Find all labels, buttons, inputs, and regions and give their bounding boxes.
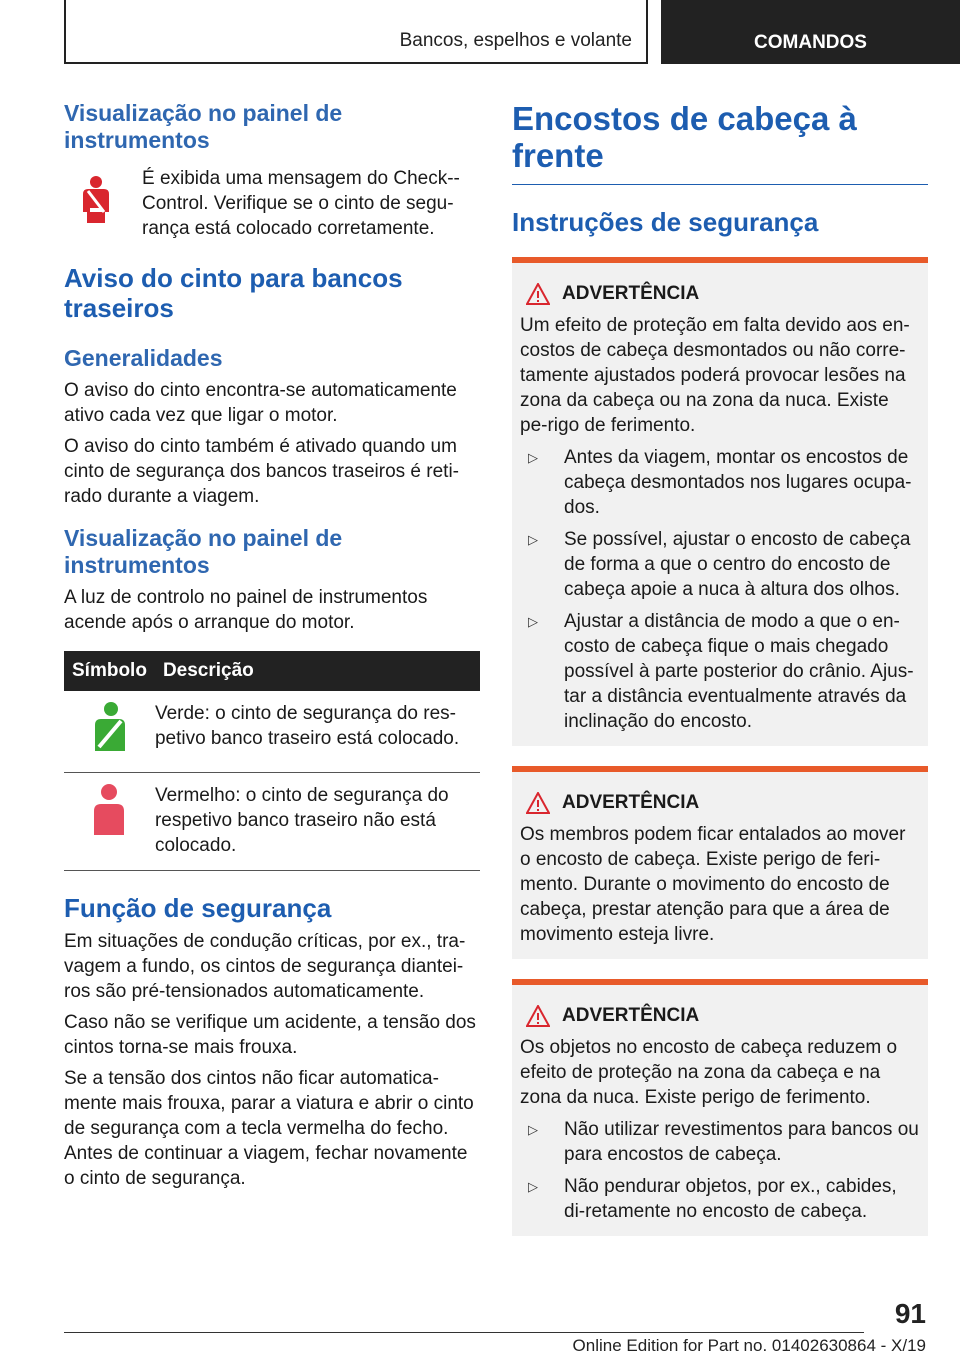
rear-seatbelt-heading: Aviso do cinto para bancos traseiros bbox=[64, 263, 403, 323]
display-heading: Visualização no painel de instrumentos bbox=[64, 525, 343, 578]
top-display-text: É exibida uma mensagem do Check--Control. Verifique se o cinto de segu-rança está colocado corretamente. bbox=[142, 168, 460, 239]
bullet-text: Antes da viagem, montar os encostos de cabeça desmontados nos lugares ocupa-dos. bbox=[564, 447, 912, 518]
table-header-description: Descrição bbox=[155, 651, 480, 691]
warning-title: ADVERTÊNCIA bbox=[562, 283, 700, 304]
warning-box bbox=[512, 766, 928, 959]
left-column bbox=[64, 100, 480, 1191]
header-section-box bbox=[64, 0, 648, 64]
list-item bbox=[520, 1117, 920, 1167]
symbol-table bbox=[64, 651, 480, 871]
top-display-heading: Visualização no painel de instrumentos bbox=[64, 100, 343, 153]
warning-title: ADVERTÊNCIA bbox=[562, 792, 700, 813]
header-chapter-tab: COMANDOS bbox=[661, 0, 960, 64]
bullet-triangle-icon: ▷ bbox=[528, 532, 538, 547]
table-row bbox=[64, 691, 480, 773]
safety-paragraph-1: Em situações de condução críticas, por ex., tra-vagem a fundo, os cintos de segurança diantei-ros são pré-tensionados automaticamente. bbox=[64, 931, 466, 1002]
header-section-title: Bancos, espelhos e volante bbox=[399, 30, 632, 51]
general-heading: Generalidades bbox=[64, 345, 223, 371]
safety-instructions-heading: Instruções de segurança bbox=[512, 207, 819, 237]
general-paragraph-1: O aviso do cinto encontra-se automaticamente ativo cada vez que ligar o motor. bbox=[64, 380, 457, 426]
warning-box bbox=[512, 979, 928, 1236]
list-item bbox=[520, 1174, 920, 1224]
list-item bbox=[520, 445, 920, 520]
seatbelt-warning-row bbox=[64, 166, 480, 241]
display-text: A luz de controlo no painel de instrumentos acende após o arranque do motor. bbox=[64, 587, 428, 633]
seatbelt-green-icon bbox=[89, 701, 129, 755]
warning-triangle-icon bbox=[526, 283, 550, 305]
table-row bbox=[64, 773, 480, 871]
seat-occupant-red-icon bbox=[89, 783, 129, 839]
table-desc-red: Vermelho: o cinto de segurança do respetivo banco traseiro não está colocado. bbox=[154, 785, 449, 856]
warning-text: Os objetos no encosto de cabeça reduzem o efeito de proteção na zona da cabeça e na zona da nuca. Existe perigo de ferimento. bbox=[520, 1037, 898, 1108]
safety-function-heading: Função de segurança bbox=[64, 893, 332, 923]
bullet-triangle-icon: ▷ bbox=[528, 614, 538, 629]
bullet-triangle-icon: ▷ bbox=[528, 1122, 538, 1137]
table-header-symbol: Símbolo bbox=[64, 651, 155, 691]
safety-paragraph-3: Se a tensão dos cintos não ficar automatica-mente mais frouxa, parar a viatura e abrir o cinto de segurança com a tecla vermelha do fecho. Antes de continuar a viagem, fechar novamente o cinto de segurança. bbox=[64, 1068, 474, 1189]
right-column bbox=[512, 100, 928, 1236]
seatbelt-warning-red-icon bbox=[78, 174, 114, 226]
list-item bbox=[520, 527, 920, 602]
footer-divider bbox=[64, 1332, 864, 1333]
warning-title: ADVERTÊNCIA bbox=[562, 1005, 700, 1026]
general-paragraph-2: O aviso do cinto também é ativado quando um cinto de segurança dos bancos traseiros é reti-rado durante a viagem. bbox=[64, 436, 459, 507]
bullet-triangle-icon: ▷ bbox=[528, 450, 538, 465]
bullet-text: Ajustar a distância de modo a que o en-costo de cabeça fique o mais chegado possível à parte posterior do crânio. Ajus-tar a distância eventualmente através da inclinação do encosto. bbox=[564, 611, 914, 732]
table-desc-green: Verde: o cinto de segurança do res-petivo banco traseiro está colocado. bbox=[154, 703, 460, 749]
bullet-text: Se possível, ajustar o encosto de cabeça de forma a que o centro do encosto de cabeça apoie a nuca à altura dos olhos. bbox=[564, 529, 911, 600]
bullet-text: Não pendurar objetos, por ex., cabides, di-retamente no encosto de cabeça. bbox=[564, 1176, 897, 1222]
warning-box bbox=[512, 257, 928, 746]
page-title: Encostos de cabeça à frente bbox=[512, 100, 857, 174]
list-item bbox=[520, 609, 920, 734]
bullet-triangle-icon: ▷ bbox=[528, 1179, 538, 1194]
warning-text: Um efeito de proteção em falta devido aos en-costos de cabeça desmontados ou não corre-tamente ajustados poderá provocar lesões na zona da cabeça ou na zona da nuca. Existe pe-rigo de ferimento. bbox=[520, 315, 910, 436]
footer-edition: Online Edition for Part no. 01402630864 - X/19 bbox=[572, 1336, 926, 1355]
warning-triangle-icon bbox=[526, 792, 550, 814]
safety-paragraph-2: Caso não se verifique um acidente, a tensão dos cintos torna-se mais frouxa. bbox=[64, 1012, 476, 1058]
warning-text: Os membros podem ficar entalados ao mover o encosto de cabeça. Existe perigo de feri-mento. Durante o movimento do encosto de cabeça, prestar atenção para que a área de movimento esteja livre. bbox=[520, 824, 906, 945]
page-number: 91 bbox=[894, 1298, 926, 1329]
warning-triangle-icon bbox=[526, 1005, 550, 1027]
bullet-text: Não utilizar revestimentos para bancos ou para encostos de cabeça. bbox=[564, 1119, 919, 1165]
